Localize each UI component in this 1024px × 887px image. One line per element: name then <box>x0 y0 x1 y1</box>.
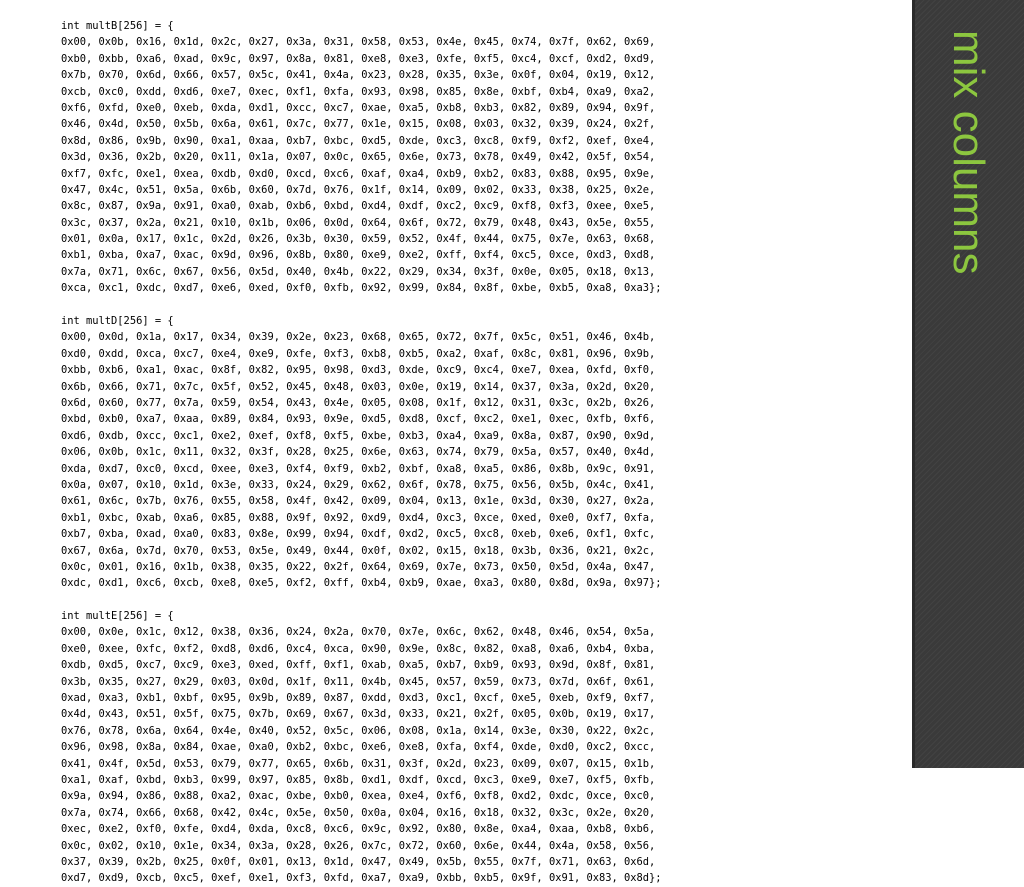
array-values-line: 0xad, 0xa3, 0xb1, 0xbf, 0x95, 0x9b, 0x89, 0x87, 0xdd, 0xd3, 0xc1, 0xcf, 0xe5, 0xeb, 0xf9, 0xf7, <box>61 692 656 705</box>
array-values-line: 0xb7, 0xba, 0xad, 0xa0, 0x83, 0x8e, 0x99, 0x94, 0xdf, 0xd2, 0xc5, 0xc8, 0xeb, 0xe6, 0xf1, 0xfc, <box>61 528 656 541</box>
slide-title: mix columns <box>944 30 993 275</box>
array-values-line: 0x06, 0x0b, 0x1c, 0x11, 0x32, 0x3f, 0x28, 0x25, 0x6e, 0x63, 0x74, 0x79, 0x5a, 0x57, 0x40, 0x4d, <box>61 446 656 459</box>
array-values-line: 0xd7, 0xd9, 0xcb, 0xc5, 0xef, 0xe1, 0xf3, 0xfd, 0xa7, 0xa9, 0xbb, 0xb5, 0x9f, 0x91, 0x83, 0x8d}; <box>61 872 662 885</box>
array-values-line: 0x4d, 0x43, 0x51, 0x5f, 0x75, 0x7b, 0x69, 0x67, 0x3d, 0x33, 0x21, 0x2f, 0x05, 0x0b, 0x19, 0x17, <box>61 708 656 721</box>
array-values-line: 0x3b, 0x35, 0x27, 0x29, 0x03, 0x0d, 0x1f, 0x11, 0x4b, 0x45, 0x57, 0x59, 0x73, 0x7d, 0x6f, 0x61, <box>61 675 656 688</box>
array-values-line: 0x7b, 0x70, 0x6d, 0x66, 0x57, 0x5c, 0x41, 0x4a, 0x23, 0x28, 0x35, 0x3e, 0x0f, 0x04, 0x19, 0x12, <box>61 69 656 82</box>
array-values-line: 0x46, 0x4d, 0x50, 0x5b, 0x6a, 0x61, 0x7c, 0x77, 0x1e, 0x15, 0x08, 0x03, 0x32, 0x39, 0x24, 0x2f, <box>61 118 656 131</box>
array-values-line: 0x6b, 0x66, 0x71, 0x7c, 0x5f, 0x52, 0x45, 0x48, 0x03, 0x0e, 0x19, 0x14, 0x37, 0x3a, 0x2d, 0x20, <box>61 380 656 393</box>
array-values-line: 0x8d, 0x86, 0x9b, 0x90, 0xa1, 0xaa, 0xb7, 0xbc, 0xd5, 0xde, 0xc3, 0xc8, 0xf9, 0xf2, 0xef, 0xe4, <box>61 134 656 147</box>
array-values-line: 0x47, 0x4c, 0x51, 0x5a, 0x6b, 0x60, 0x7d, 0x76, 0x1f, 0x14, 0x09, 0x02, 0x33, 0x38, 0x25, 0x2e, <box>61 183 656 196</box>
array-values-line: 0x67, 0x6a, 0x7d, 0x70, 0x53, 0x5e, 0x49, 0x44, 0x0f, 0x02, 0x15, 0x18, 0x3b, 0x36, 0x21, 0x2c, <box>61 544 656 557</box>
array-values-line: 0x3c, 0x37, 0x2a, 0x21, 0x10, 0x1b, 0x06, 0x0d, 0x64, 0x6f, 0x72, 0x79, 0x48, 0x43, 0x5e, 0x55, <box>61 216 656 229</box>
array-values-line: 0x41, 0x4f, 0x5d, 0x53, 0x79, 0x77, 0x65, 0x6b, 0x31, 0x3f, 0x2d, 0x23, 0x09, 0x07, 0x15, 0x1b, <box>61 757 656 770</box>
code-listing <box>61 18 662 887</box>
array-values-line: 0x8c, 0x87, 0x9a, 0x91, 0xa0, 0xab, 0xb6, 0xbd, 0xd4, 0xdf, 0xc2, 0xc9, 0xf8, 0xf3, 0xee, 0xe5, <box>61 200 656 213</box>
array-values-line: 0xca, 0xc1, 0xdc, 0xd7, 0xe6, 0xed, 0xf0, 0xfb, 0x92, 0x99, 0x84, 0x8f, 0xbe, 0xb5, 0xa8, 0xa3}; <box>61 282 662 295</box>
array-values-line: 0xd6, 0xdb, 0xcc, 0xc1, 0xe2, 0xef, 0xf8, 0xf5, 0xbe, 0xb3, 0xa4, 0xa9, 0x8a, 0x87, 0x90, 0x9d, <box>61 429 656 442</box>
array-values-line: 0xf7, 0xfc, 0xe1, 0xea, 0xdb, 0xd0, 0xcd, 0xc6, 0xaf, 0xa4, 0xb9, 0xb2, 0x83, 0x88, 0x95, 0x9e, <box>61 167 656 180</box>
code-block <box>61 313 662 592</box>
array-values-line: 0xe0, 0xee, 0xfc, 0xf2, 0xd8, 0xd6, 0xc4, 0xca, 0x90, 0x9e, 0x8c, 0x82, 0xa8, 0xa6, 0xb4, 0xba, <box>61 642 656 655</box>
array-values-line: 0x37, 0x39, 0x2b, 0x25, 0x0f, 0x01, 0x13, 0x1d, 0x47, 0x49, 0x5b, 0x55, 0x7f, 0x71, 0x63, 0x6d, <box>61 855 656 868</box>
array-values-line: 0x0c, 0x02, 0x10, 0x1e, 0x34, 0x3a, 0x28, 0x26, 0x7c, 0x72, 0x60, 0x6e, 0x44, 0x4a, 0x58, 0x56, <box>61 839 656 852</box>
array-values-line: 0xd0, 0xdd, 0xca, 0xc7, 0xe4, 0xe9, 0xfe, 0xf3, 0xb8, 0xb5, 0xa2, 0xaf, 0x8c, 0x81, 0x96, 0x9b, <box>61 347 656 360</box>
sidebar-edge <box>912 0 915 768</box>
array-values-line: 0x00, 0x0d, 0x1a, 0x17, 0x34, 0x39, 0x2e, 0x23, 0x68, 0x65, 0x72, 0x7f, 0x5c, 0x51, 0x46, 0x4b, <box>61 331 656 344</box>
array-values-line: 0xdb, 0xd5, 0xc7, 0xc9, 0xe3, 0xed, 0xff, 0xf1, 0xab, 0xa5, 0xb7, 0xb9, 0x93, 0x9d, 0x8f, 0x81, <box>61 659 656 672</box>
array-values-line: 0x9a, 0x94, 0x86, 0x88, 0xa2, 0xac, 0xbe, 0xb0, 0xea, 0xe4, 0xf6, 0xf8, 0xd2, 0xdc, 0xce, 0xc0, <box>61 790 656 803</box>
array-values-line: 0xb1, 0xbc, 0xab, 0xa6, 0x85, 0x88, 0x9f, 0x92, 0xd9, 0xd4, 0xc3, 0xce, 0xed, 0xe0, 0xf7, 0xfa, <box>61 511 656 524</box>
block-gap <box>61 297 662 313</box>
array-values-line: 0xbd, 0xb0, 0xa7, 0xaa, 0x89, 0x84, 0x93, 0x9e, 0xd5, 0xd8, 0xcf, 0xc2, 0xe1, 0xec, 0xfb, 0xf6, <box>61 413 656 426</box>
array-declaration: int multD[256] = { <box>61 315 174 328</box>
array-values-line: 0x76, 0x78, 0x6a, 0x64, 0x4e, 0x40, 0x52, 0x5c, 0x06, 0x08, 0x1a, 0x14, 0x3e, 0x30, 0x22, 0x2c, <box>61 724 656 737</box>
array-values-line: 0x00, 0x0b, 0x16, 0x1d, 0x2c, 0x27, 0x3a, 0x31, 0x58, 0x53, 0x4e, 0x45, 0x74, 0x7f, 0x62, 0x69, <box>61 36 656 49</box>
code-block <box>61 18 662 297</box>
array-values-line: 0x6d, 0x60, 0x77, 0x7a, 0x59, 0x54, 0x43, 0x4e, 0x05, 0x08, 0x1f, 0x12, 0x31, 0x3c, 0x2b, 0x26, <box>61 396 656 409</box>
array-values-line: 0x61, 0x6c, 0x7b, 0x76, 0x55, 0x58, 0x4f, 0x42, 0x09, 0x04, 0x13, 0x1e, 0x3d, 0x30, 0x27, 0x2a, <box>61 495 656 508</box>
code-block <box>61 608 662 887</box>
array-values-line: 0xbb, 0xb6, 0xa1, 0xac, 0x8f, 0x82, 0x95, 0x98, 0xd3, 0xde, 0xc9, 0xc4, 0xe7, 0xea, 0xfd, 0xf0, <box>61 364 656 377</box>
array-values-line: 0xb1, 0xba, 0xa7, 0xac, 0x9d, 0x96, 0x8b, 0x80, 0xe9, 0xe2, 0xff, 0xf4, 0xc5, 0xce, 0xd3, 0xd8, <box>61 249 656 262</box>
array-declaration: int multE[256] = { <box>61 610 174 623</box>
array-values-line: 0xdc, 0xd1, 0xc6, 0xcb, 0xe8, 0xe5, 0xf2, 0xff, 0xb4, 0xb9, 0xae, 0xa3, 0x80, 0x8d, 0x9a, 0x97}; <box>61 577 662 590</box>
array-values-line: 0xcb, 0xc0, 0xdd, 0xd6, 0xe7, 0xec, 0xf1, 0xfa, 0x93, 0x98, 0x85, 0x8e, 0xbf, 0xb4, 0xa9, 0xa2, <box>61 85 656 98</box>
array-values-line: 0xb0, 0xbb, 0xa6, 0xad, 0x9c, 0x97, 0x8a, 0x81, 0xe8, 0xe3, 0xfe, 0xf5, 0xc4, 0xcf, 0xd2, 0xd9, <box>61 52 656 65</box>
array-values-line: 0x96, 0x98, 0x8a, 0x84, 0xae, 0xa0, 0xb2, 0xbc, 0xe6, 0xe8, 0xfa, 0xf4, 0xde, 0xd0, 0xc2, 0xcc, <box>61 741 656 754</box>
array-values-line: 0xf6, 0xfd, 0xe0, 0xeb, 0xda, 0xd1, 0xcc, 0xc7, 0xae, 0xa5, 0xb8, 0xb3, 0x82, 0x89, 0x94, 0x9f, <box>61 101 656 114</box>
block-gap <box>61 592 662 608</box>
array-values-line: 0x3d, 0x36, 0x2b, 0x20, 0x11, 0x1a, 0x07, 0x0c, 0x65, 0x6e, 0x73, 0x78, 0x49, 0x42, 0x5f, 0x54, <box>61 151 656 164</box>
array-values-line: 0x00, 0x0e, 0x1c, 0x12, 0x38, 0x36, 0x24, 0x2a, 0x70, 0x7e, 0x6c, 0x62, 0x48, 0x46, 0x54, 0x5a, <box>61 626 656 639</box>
array-values-line: 0x0a, 0x07, 0x10, 0x1d, 0x3e, 0x33, 0x24, 0x29, 0x62, 0x6f, 0x78, 0x75, 0x56, 0x5b, 0x4c, 0x41, <box>61 478 656 491</box>
array-values-line: 0x7a, 0x74, 0x66, 0x68, 0x42, 0x4c, 0x5e, 0x50, 0x0a, 0x04, 0x16, 0x18, 0x32, 0x3c, 0x2e, 0x20, <box>61 806 656 819</box>
array-values-line: 0xda, 0xd7, 0xc0, 0xcd, 0xee, 0xe3, 0xf4, 0xf9, 0xb2, 0xbf, 0xa8, 0xa5, 0x86, 0x8b, 0x9c, 0x91, <box>61 462 656 475</box>
array-values-line: 0x7a, 0x71, 0x6c, 0x67, 0x56, 0x5d, 0x40, 0x4b, 0x22, 0x29, 0x34, 0x3f, 0x0e, 0x05, 0x18, 0x13, <box>61 265 656 278</box>
array-values-line: 0x01, 0x0a, 0x17, 0x1c, 0x2d, 0x26, 0x3b, 0x30, 0x59, 0x52, 0x4f, 0x44, 0x75, 0x7e, 0x63, 0x68, <box>61 233 656 246</box>
array-values-line: 0xec, 0xe2, 0xf0, 0xfe, 0xd4, 0xda, 0xc8, 0xc6, 0x9c, 0x92, 0x80, 0x8e, 0xa4, 0xaa, 0xb8, 0xb6, <box>61 823 656 836</box>
array-values-line: 0xa1, 0xaf, 0xbd, 0xb3, 0x99, 0x97, 0x85, 0x8b, 0xd1, 0xdf, 0xcd, 0xc3, 0xe9, 0xe7, 0xf5, 0xfb, <box>61 773 656 786</box>
array-values-line: 0x0c, 0x01, 0x16, 0x1b, 0x38, 0x35, 0x22, 0x2f, 0x64, 0x69, 0x7e, 0x73, 0x50, 0x5d, 0x4a, 0x47, <box>61 560 656 573</box>
array-declaration: int multB[256] = { <box>61 20 174 32</box>
